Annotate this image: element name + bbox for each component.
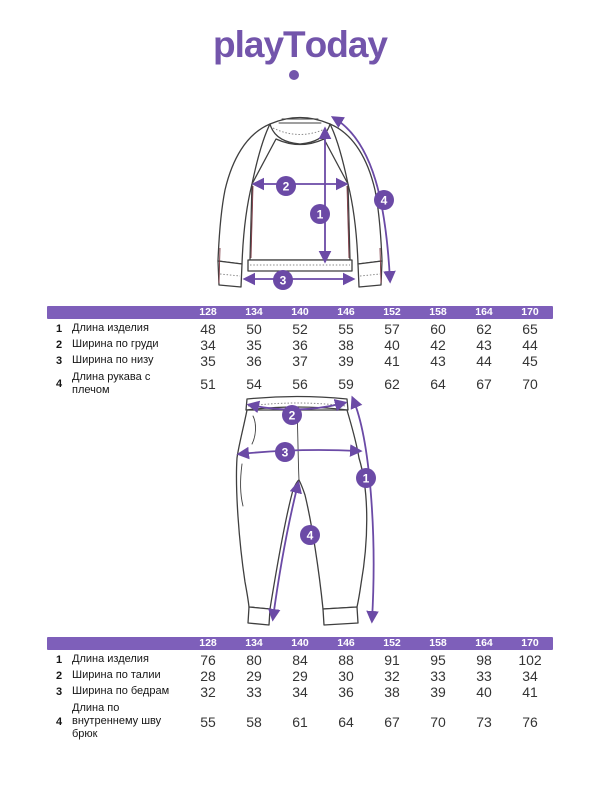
row-number: 2 — [56, 339, 63, 351]
size-value: 76 — [522, 713, 538, 730]
trousers-marker-3 — [275, 442, 295, 462]
size-header-158: 158 — [429, 637, 447, 649]
size-value: 60 — [430, 321, 446, 337]
trousers-marker-1 — [356, 468, 376, 488]
trousers-size-table-header — [47, 637, 553, 650]
size-header-140: 140 — [291, 306, 309, 318]
jumper-measurement-diagram — [182, 98, 422, 304]
size-header-164: 164 — [475, 637, 493, 649]
size-header-170: 170 — [521, 306, 539, 318]
size-value: 56 — [292, 376, 308, 393]
size-value: 34 — [522, 668, 538, 684]
size-value: 37 — [292, 353, 308, 369]
trousers-size-table-body — [47, 650, 553, 742]
svg-text:1: 1 — [362, 471, 370, 486]
size-value: 32 — [200, 684, 216, 700]
size-value: 32 — [384, 668, 400, 684]
logo-text-oday: oday — [304, 24, 387, 65]
size-value: 36 — [338, 684, 354, 700]
svg-text:3: 3 — [281, 445, 289, 460]
row-number: 3 — [56, 355, 63, 367]
logo-dot-icon — [289, 70, 299, 80]
size-value: 57 — [384, 321, 400, 337]
size-value: 54 — [246, 376, 262, 393]
trousers-measurement-diagram — [220, 394, 400, 634]
size-value: 91 — [384, 652, 400, 668]
svg-text:2: 2 — [282, 179, 290, 194]
size-value: 58 — [246, 713, 262, 730]
jumper-size-table-header — [47, 306, 553, 319]
svg-text:4: 4 — [306, 528, 314, 543]
jumper-marker-4 — [374, 190, 394, 210]
logo-text-play: play — [212, 24, 284, 65]
size-value: 55 — [338, 321, 354, 337]
size-value: 62 — [384, 376, 400, 393]
brand-logo — [0, 26, 600, 63]
row-number: 4 — [56, 378, 63, 391]
size-value: 34 — [200, 337, 216, 353]
row-label: Ширина по бедрам — [72, 685, 170, 698]
size-value: 51 — [200, 376, 216, 393]
size-value: 67 — [384, 713, 400, 730]
size-header-170: 170 — [521, 637, 539, 649]
size-header-128: 128 — [199, 306, 217, 318]
size-value: 44 — [476, 353, 492, 369]
jumper-size-table — [47, 306, 553, 397]
size-value: 38 — [384, 684, 400, 700]
jumper-measure-row-2 — [47, 337, 553, 353]
size-value: 43 — [430, 353, 446, 369]
row-number: 4 — [56, 715, 63, 728]
jumper-measure-row-3 — [47, 353, 553, 369]
row-number: 1 — [56, 654, 63, 666]
size-value: 42 — [430, 337, 446, 353]
jumper-measure-row-1 — [47, 321, 553, 337]
size-value: 98 — [476, 652, 492, 668]
row-label: Длина изделия — [72, 322, 149, 335]
size-header-152: 152 — [383, 637, 401, 649]
jumper-marker-2 — [276, 176, 296, 196]
jumper-marker-1 — [310, 204, 330, 224]
logo-letter-t: T — [283, 26, 305, 63]
size-header-134: 134 — [245, 306, 263, 318]
size-value: 35 — [200, 353, 216, 369]
row-number: 1 — [56, 323, 63, 335]
svg-text:3: 3 — [279, 273, 287, 288]
size-value: 55 — [200, 713, 216, 730]
size-value: 43 — [476, 337, 492, 353]
row-number: 2 — [56, 670, 63, 682]
size-header-146: 146 — [337, 306, 355, 318]
size-header-146: 146 — [337, 637, 355, 649]
trousers-measure-row-2 — [47, 668, 553, 684]
size-value: 45 — [522, 353, 538, 369]
size-value: 65 — [522, 321, 538, 337]
size-value: 88 — [338, 652, 354, 668]
size-header-152: 152 — [383, 306, 401, 318]
trousers-marker-2 — [282, 405, 302, 425]
size-value: 48 — [200, 321, 216, 337]
size-header-128: 128 — [199, 637, 217, 649]
size-value: 29 — [246, 668, 262, 684]
jumper-left-cuff — [218, 261, 242, 287]
row-label: Ширина по талии — [72, 669, 161, 682]
size-value: 52 — [292, 321, 308, 337]
size-value: 33 — [430, 668, 446, 684]
size-value: 40 — [476, 684, 492, 700]
trousers-measure-row-3 — [47, 684, 553, 700]
size-value: 70 — [430, 713, 446, 730]
size-value: 38 — [338, 337, 354, 353]
jumper-body — [250, 139, 350, 260]
row-label: Длина рукава с плечом — [72, 371, 151, 397]
row-label: Ширина по низу — [72, 354, 154, 367]
trousers-left-cuff — [248, 607, 270, 625]
svg-text:4: 4 — [380, 193, 388, 208]
trousers-size-table — [47, 637, 553, 742]
size-value: 73 — [476, 713, 492, 730]
size-header-158: 158 — [429, 306, 447, 318]
row-number: 3 — [56, 686, 63, 698]
size-value: 36 — [246, 353, 262, 369]
size-value: 67 — [476, 376, 492, 393]
size-value: 44 — [522, 337, 538, 353]
size-value: 50 — [246, 321, 262, 337]
row-label: Длина изделия — [72, 653, 149, 666]
size-value: 39 — [338, 353, 354, 369]
size-value: 95 — [430, 652, 446, 668]
svg-text:1: 1 — [316, 207, 324, 222]
size-value: 41 — [384, 353, 400, 369]
size-header-140: 140 — [291, 637, 309, 649]
jumper-size-table-body — [47, 319, 553, 397]
size-header-164: 164 — [475, 306, 493, 318]
size-value: 29 — [292, 668, 308, 684]
size-value: 33 — [476, 668, 492, 684]
row-label: Длина по внутреннему шву брюк — [72, 702, 162, 741]
size-value: 41 — [522, 684, 538, 700]
trousers-body — [236, 410, 366, 609]
svg-text:2: 2 — [288, 408, 296, 423]
size-value: 33 — [246, 684, 262, 700]
size-value: 35 — [246, 337, 262, 353]
size-value: 64 — [430, 376, 446, 393]
trousers-right-cuff — [323, 607, 358, 625]
size-value: 64 — [338, 713, 354, 730]
size-value: 36 — [292, 337, 308, 353]
size-value: 61 — [292, 713, 308, 730]
size-value: 40 — [384, 337, 400, 353]
jumper-marker-3 — [273, 270, 293, 290]
size-value: 39 — [430, 684, 446, 700]
trousers-measure-row-4 — [47, 702, 553, 742]
size-value: 59 — [338, 376, 354, 393]
trousers-marker-4 — [300, 525, 320, 545]
size-value: 28 — [200, 668, 216, 684]
size-value: 102 — [518, 652, 542, 668]
jumper-right-cuff — [358, 261, 382, 287]
size-value: 76 — [200, 652, 216, 668]
size-header-134: 134 — [245, 637, 263, 649]
size-value: 84 — [292, 652, 308, 668]
size-value: 30 — [338, 668, 354, 684]
size-value: 62 — [476, 321, 492, 337]
size-value: 34 — [292, 684, 308, 700]
size-value: 80 — [246, 652, 262, 668]
trousers-measure-row-1 — [47, 652, 553, 668]
size-value: 70 — [522, 376, 538, 393]
row-label: Ширина по груди — [72, 338, 159, 351]
